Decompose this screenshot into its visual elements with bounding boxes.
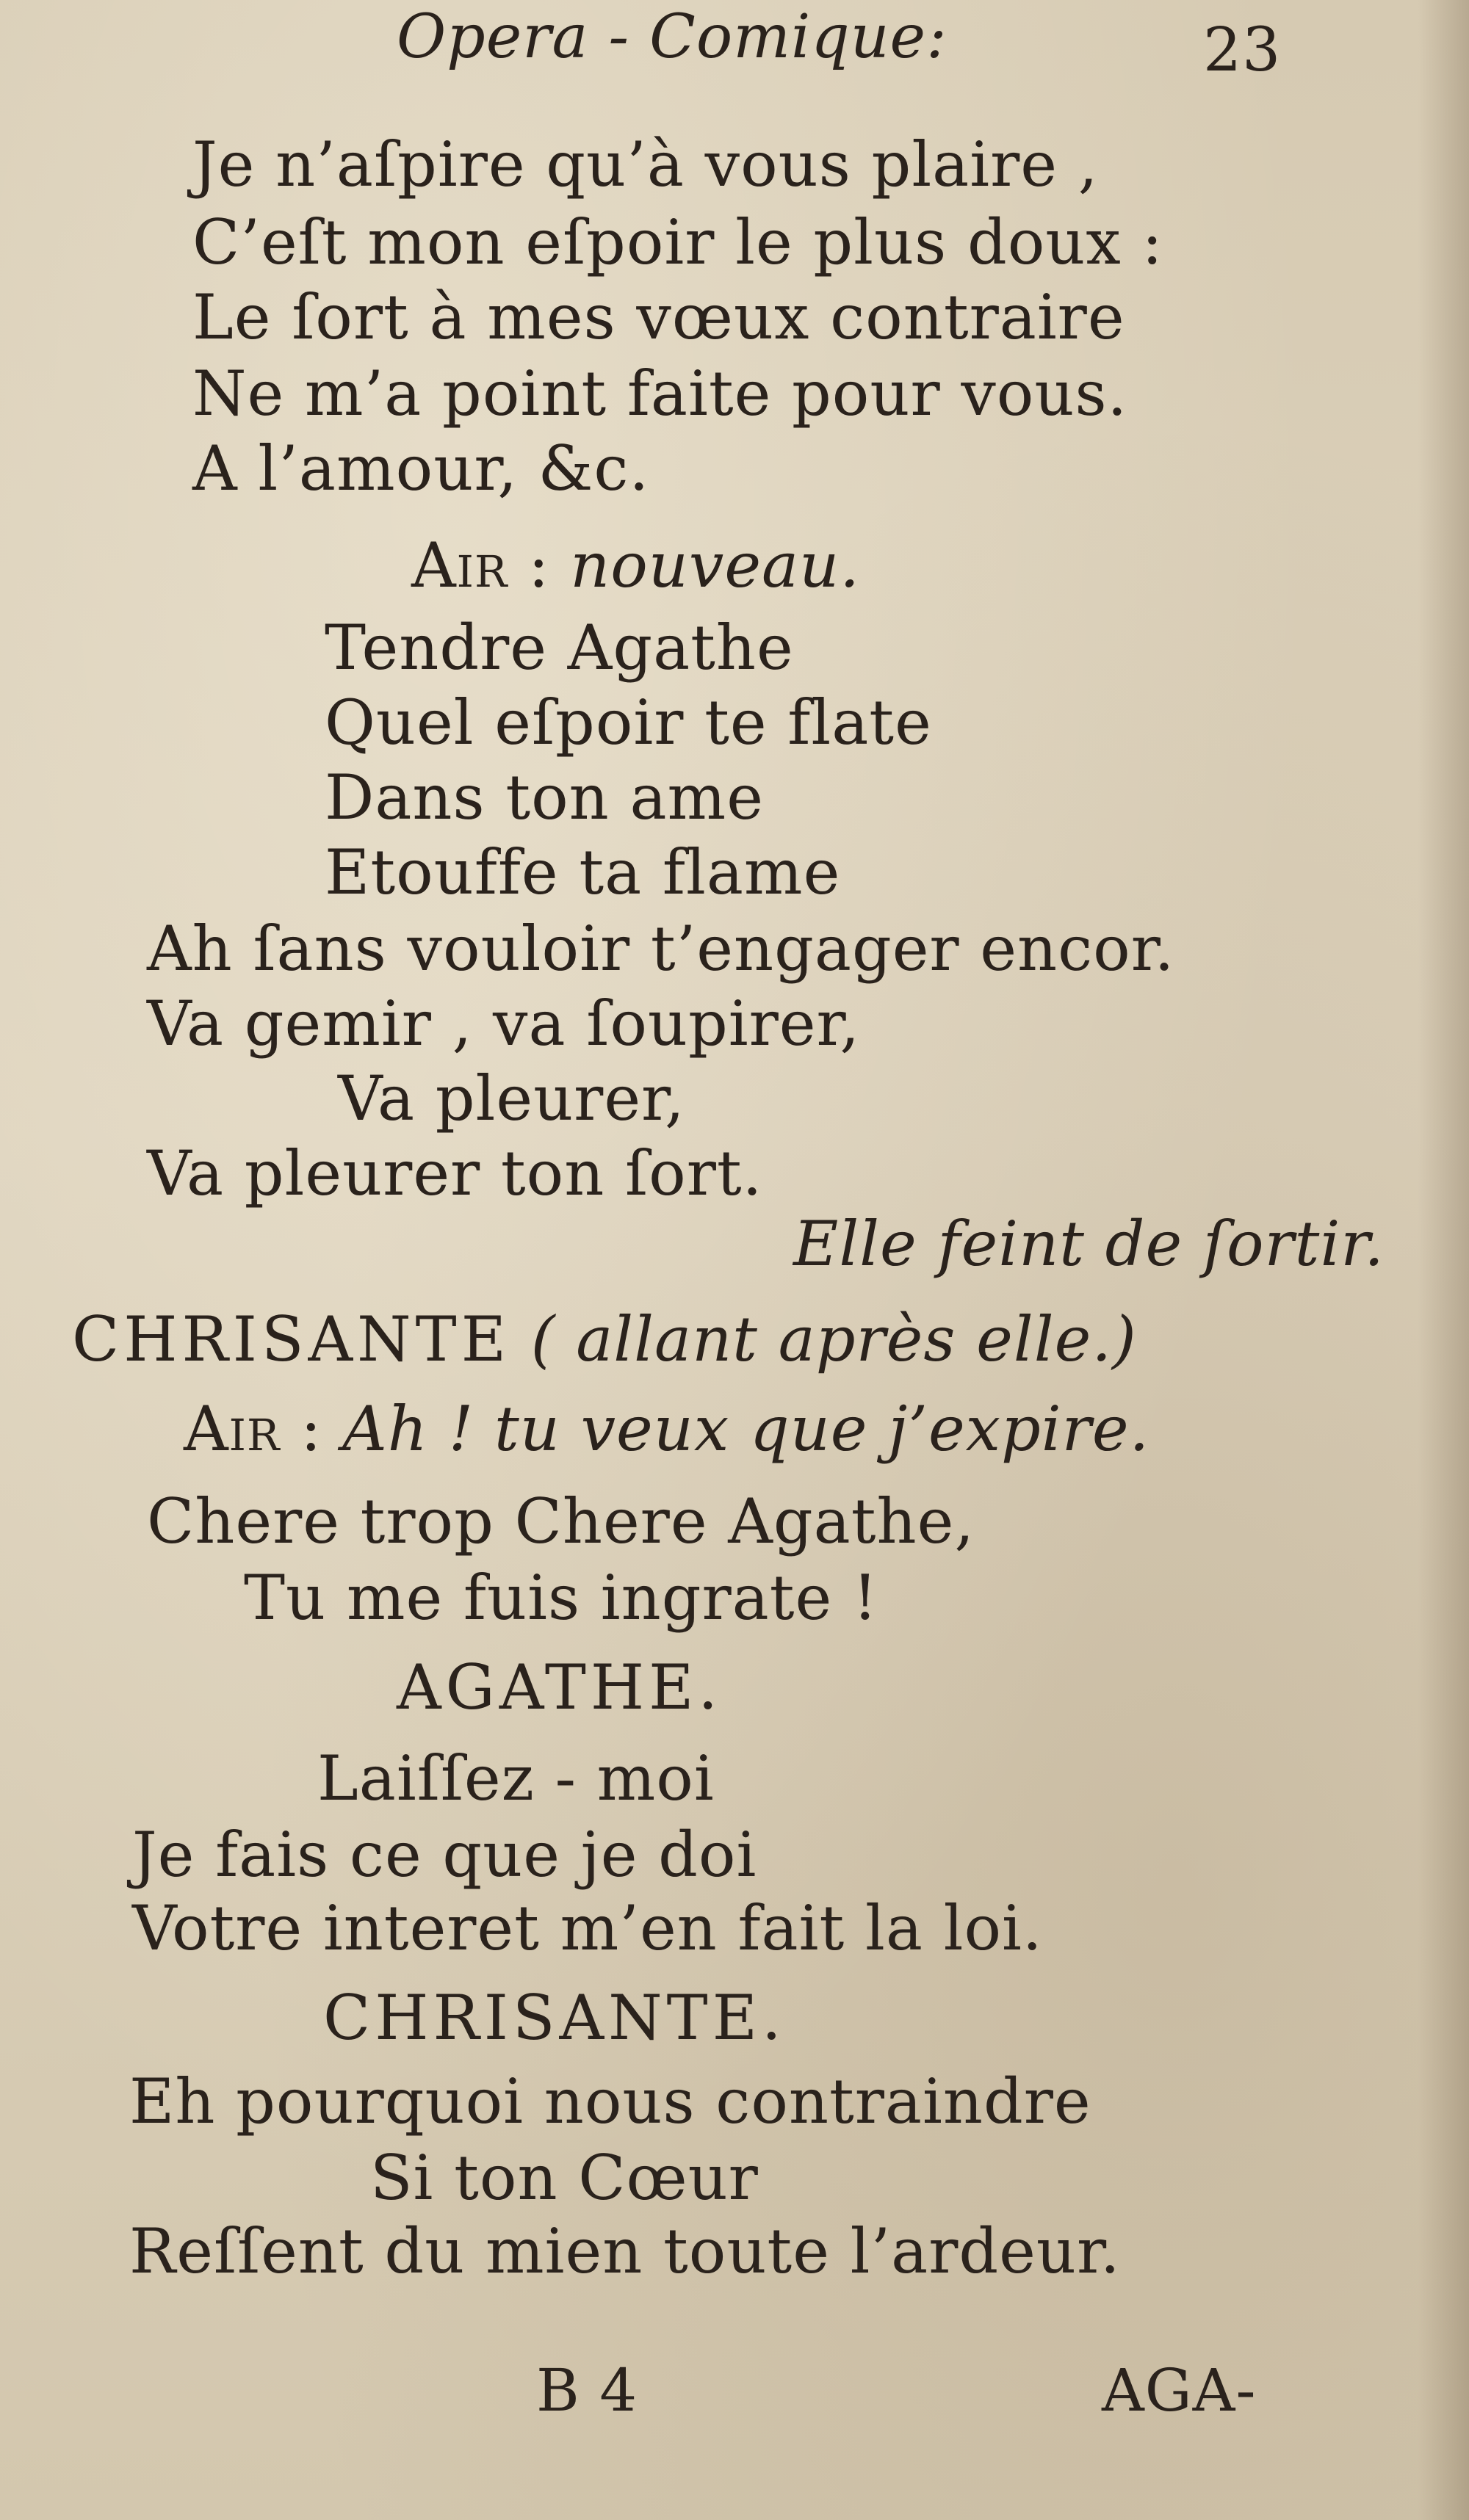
speaker-heading bbox=[72, 1303, 1137, 1375]
verse-line: Ah ſans vouloir t’engager encor. bbox=[147, 913, 1175, 985]
verse-line: Votre interet m’en fait la loi. bbox=[132, 1892, 1043, 1964]
speaker-name: AGATHE. bbox=[397, 1651, 723, 1723]
verse-line: Va pleurer, bbox=[338, 1062, 685, 1134]
verse-line: Tendre Agathe bbox=[325, 612, 794, 684]
air-heading bbox=[411, 529, 860, 601]
speaker-direction: ( allant après elle.) bbox=[530, 1303, 1137, 1375]
verse-line: C’eſt mon eſpoir le plus doux : bbox=[192, 206, 1163, 278]
verse-line: Eh pourquoi nous contraindre bbox=[129, 2065, 1091, 2137]
air-tune: Ah ! tu veux que j’expire. bbox=[342, 1393, 1150, 1465]
air-label: Air : bbox=[184, 1393, 322, 1465]
verse-line: Dans ton ame bbox=[325, 761, 764, 833]
verse-line: A l’amour, &c. bbox=[192, 432, 650, 504]
verse-line: Etouffe ta flame bbox=[325, 836, 841, 908]
catchword: AGA- bbox=[1102, 2356, 1257, 2425]
running-title: Opera - Comique: bbox=[397, 2, 948, 72]
verse-line: Laiſſez - moi bbox=[317, 1742, 715, 1814]
speaker-name: CHRISANTE. bbox=[323, 1982, 786, 2054]
air-tune: nouveau. bbox=[570, 529, 860, 601]
verse-line: Le ſort à mes vœux contraire bbox=[192, 281, 1125, 353]
verse-line: Va gemir , va ſoupirer, bbox=[147, 988, 861, 1060]
signature-mark: B 4 bbox=[536, 2356, 638, 2425]
stage-direction: Elle feint de ſortir. bbox=[793, 1208, 1385, 1280]
verse-line: Ne m’a point faite pour vous. bbox=[192, 358, 1128, 430]
page-number: 23 bbox=[1203, 15, 1282, 85]
speaker-name: CHRISANTE bbox=[72, 1303, 511, 1375]
air-label: Air : bbox=[411, 529, 550, 601]
verse-line: Si ton Cœur bbox=[370, 2142, 759, 2214]
verse-line: Reſſent du mien toute l’ardeur. bbox=[129, 2215, 1121, 2287]
verse-line: Va pleurer ton ſort. bbox=[147, 1137, 763, 1209]
verse-line: Je n’aſpire qu’à vous plaire , bbox=[192, 128, 1099, 200]
verse-line: Tu me fuis ingrate ! bbox=[244, 1562, 878, 1634]
verse-line: Quel eſpoir te flate bbox=[325, 687, 932, 758]
page-edge-shadow bbox=[1418, 0, 1469, 2520]
air-heading bbox=[184, 1393, 1150, 1465]
verse-line: Je fais ce que je doi bbox=[132, 1819, 757, 1891]
verse-line: Chere trop Chere Agathe, bbox=[147, 1485, 975, 1557]
